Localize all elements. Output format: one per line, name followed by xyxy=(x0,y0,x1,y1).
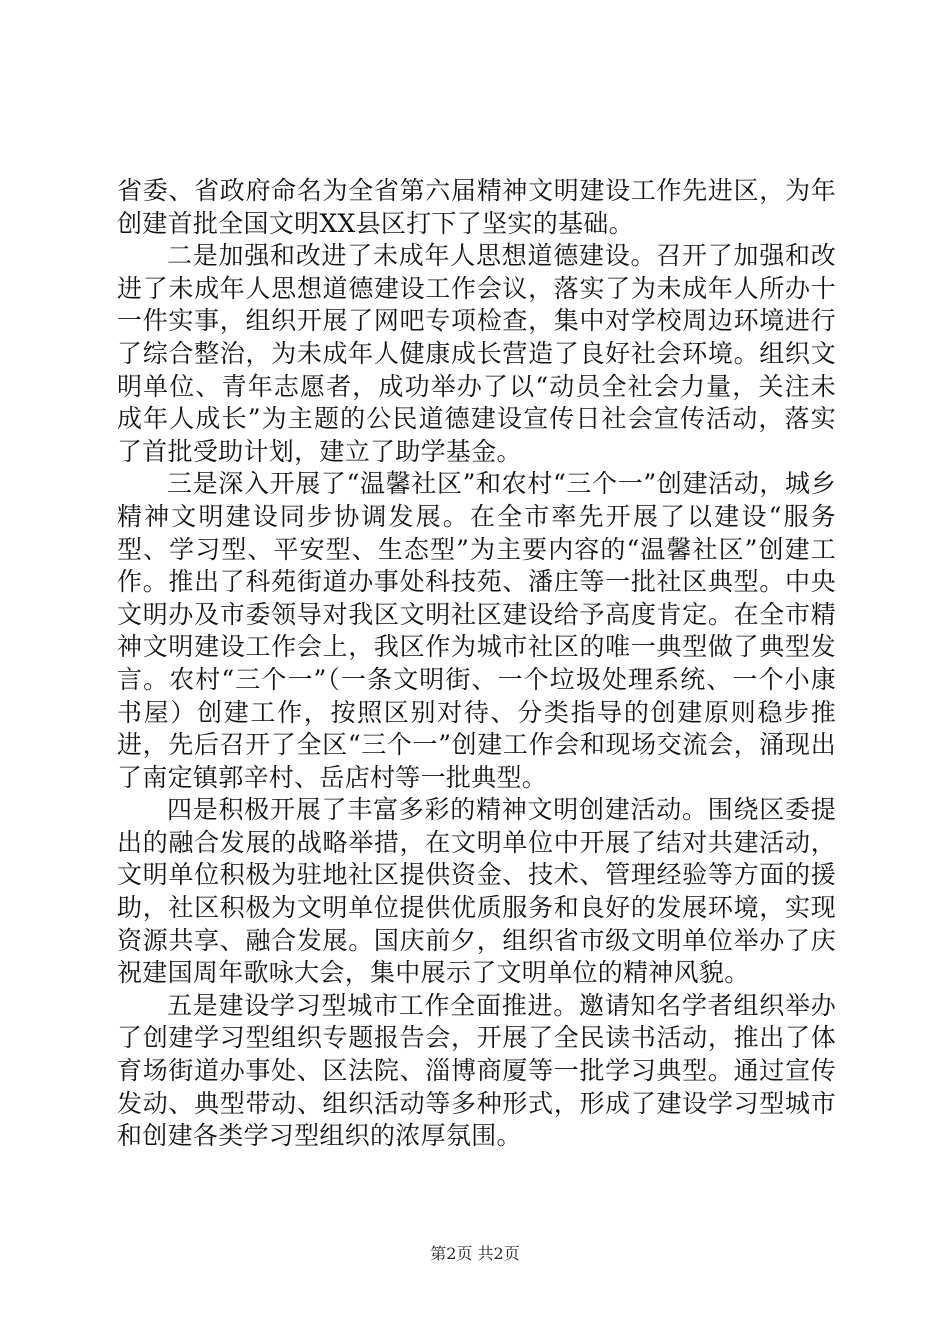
page-number-footer: 第2页 共2页 xyxy=(430,1244,520,1263)
document-body xyxy=(117,175,836,1153)
paragraph-5: 五是建设学习型城市工作全面推进。邀请知名学者组织举办了创建学习型组织专题报告会，开展了全民读书活动，推出了体育场街道办事处、区法院、淄博商厦等一批学习典型。通过宣传发动、典型带动、组织活动等多种形式，形成了建设学习型城市和创建各类学习型组织的浓厚氛围。 xyxy=(117,990,836,1151)
paragraph-1: 省委、省政府命名为全省第六届精神文明建设工作先进区，为年创建首批全国文明XX县区打下了坚实的基础。 xyxy=(117,176,836,238)
paragraph-3: 三是深入开展了“温馨社区”和农村“三个一”创建活动，城乡精神文明建设同步协调发展。在全市率先开展了以建设“服务型、学习型、平安型、生态型”为主要内容的“温馨社区”创建工作。推出了科苑街道办事处科技苑、潘庄等一批社区典型。中央文明办及市委领导对我区文明社区建设给予高度肯定。在全市精神文明建设工作会上，我区作为城市社区的唯一典型做了典型发言。农村“三个一”（一条文明街、一个垃圾处理系统、一个小康书屋）创建工作，按照区别对待、分类指导的创建原则稳步推进，先后召开了全区“三个一”创建工作会和现场交流会，涌现出了南定镇郭辛村、岳店村等一批典型。 xyxy=(117,469,836,792)
paragraph-2: 二是加强和改进了未成年人思想道德建设。召开了加强和改进了未成年人思想道德建设工作会议，落实了为未成年人所办十一件实事，组织开展了网吧专项检查，集中对学校周边环境进行了综合整治，为未成年人健康成长营造了良好社会环境。组织文明单位、青年志愿者，成功举办了以“动员全社会力量，关注未成年人成长”为主题的公民道德建设宣传日社会宣传活动，落实了首批受助计划，建立了助学基金。 xyxy=(117,241,836,466)
paragraph-4: 四是积极开展了丰富多彩的精神文明创建活动。围绕区委提出的融合发展的战略举措，在文明单位中开展了结对共建活动，文明单位积极为驻地社区提供资金、技术、管理经验等方面的援助，社区积极为文明单位提供优质服务和良好的发展环境，实现资源共享、融合发展。国庆前夕，组织省市级文明单位举办了庆祝建国周年歌咏大会，集中展示了文明单位的精神风貌。 xyxy=(117,795,836,988)
